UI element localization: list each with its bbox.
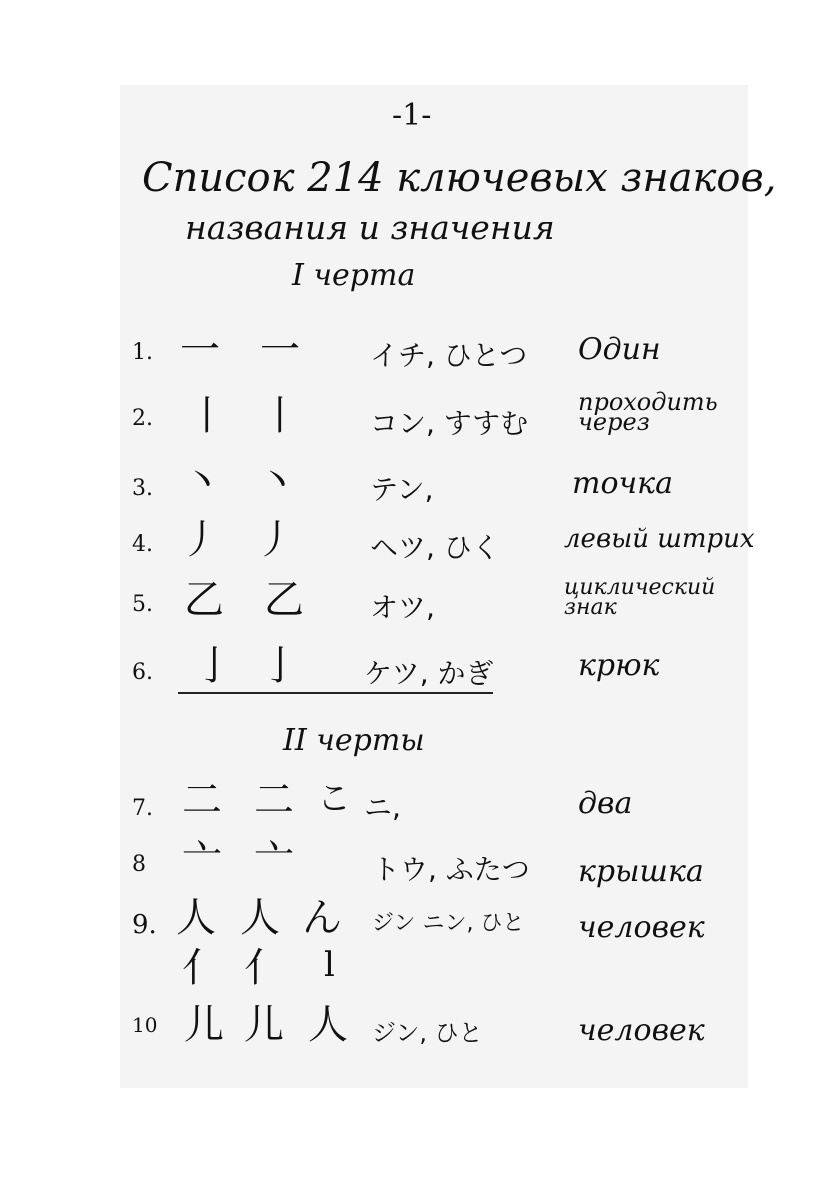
radical-cursive: こ [317,779,351,819]
row-number: 8 [132,852,146,877]
meaning: точка [572,466,673,501]
radical-row [132,896,772,956]
section-heading-1: I черта [292,258,416,293]
radical-variant: 人 [240,895,280,941]
reading: トウ, ふたつ [372,853,530,886]
radical-form: 儿 [184,1002,224,1048]
radical-form: 丿 [180,517,220,563]
radical-variant: 一 [260,327,300,373]
radical-row [132,328,772,388]
radical-form: 乙 [184,577,224,623]
row-number: 10 [132,1013,158,1037]
reading: ジン ニン, ひと [372,911,525,936]
row-number: 7. [132,796,153,821]
radical-form: 一 [180,327,220,373]
row-number: 3. [132,476,153,501]
meaning: два [578,786,633,821]
radical-variant: 亻 [244,945,284,991]
meaning: левый штрих [564,524,755,554]
row-number: 9. [132,910,157,940]
radical-variant: 丶 [257,459,297,505]
radical-form: 丶 [182,459,222,505]
radical-cursive: 人 [308,1002,348,1048]
radical-form: 丨 [187,393,227,439]
title-line-1: Список 214 ключевых знаков, [142,155,777,201]
radical-row [132,945,772,1008]
section-heading-2: II черты [283,723,425,758]
reading: コン, すすむ [370,407,529,440]
row-number: 1. [132,340,153,365]
meaning: циклический знак [564,575,716,620]
radical-row [132,575,772,638]
meaning: Один [578,332,661,367]
radical-row [132,837,772,900]
meaning: проходить через [578,388,718,436]
reading: ジン, ひと [372,1019,483,1047]
reading: ケツ, かぎ [364,657,494,690]
reading: オツ, [370,591,435,624]
title-line-2: названия и значения [185,208,555,247]
radical-variant: 二 [254,777,294,823]
radical-variant: 丿 [255,517,295,563]
reading: イチ, ひとつ [370,339,528,372]
radical-row [132,777,772,840]
meaning: человек [578,910,705,945]
section-divider [178,692,493,694]
row-number: 5. [132,592,153,617]
radical-form: 人 [176,895,216,941]
radical-row [132,518,772,578]
reading: テン, [370,473,434,506]
meaning: крышка [578,854,704,889]
radical-variant: 乙 [264,577,304,623]
radical-variant: 亅 [260,643,300,689]
radical-variant: 儿 [244,1002,284,1048]
reading: ニ, [364,791,401,824]
radical-cursive: ん [302,895,342,941]
row-number: 4. [132,532,153,557]
row-number: 2. [132,406,153,431]
radical-row [132,388,772,452]
radical-cursive: l [324,945,335,985]
page-number: -1- [392,98,432,133]
radical-variant: 亠 [254,837,294,883]
radical-form: 亻 [182,945,222,991]
meaning: крюк [578,648,660,683]
radical-row [132,459,772,522]
radical-row [132,1002,772,1065]
reading: ヘツ, ひく [370,531,500,564]
radical-form: 亅 [194,643,234,689]
row-number: 6. [132,660,153,685]
radical-variant: 丨 [260,393,300,439]
radical-form: 二 [182,777,222,823]
meaning: человек [578,1013,705,1048]
radical-form: 亠 [182,837,222,883]
